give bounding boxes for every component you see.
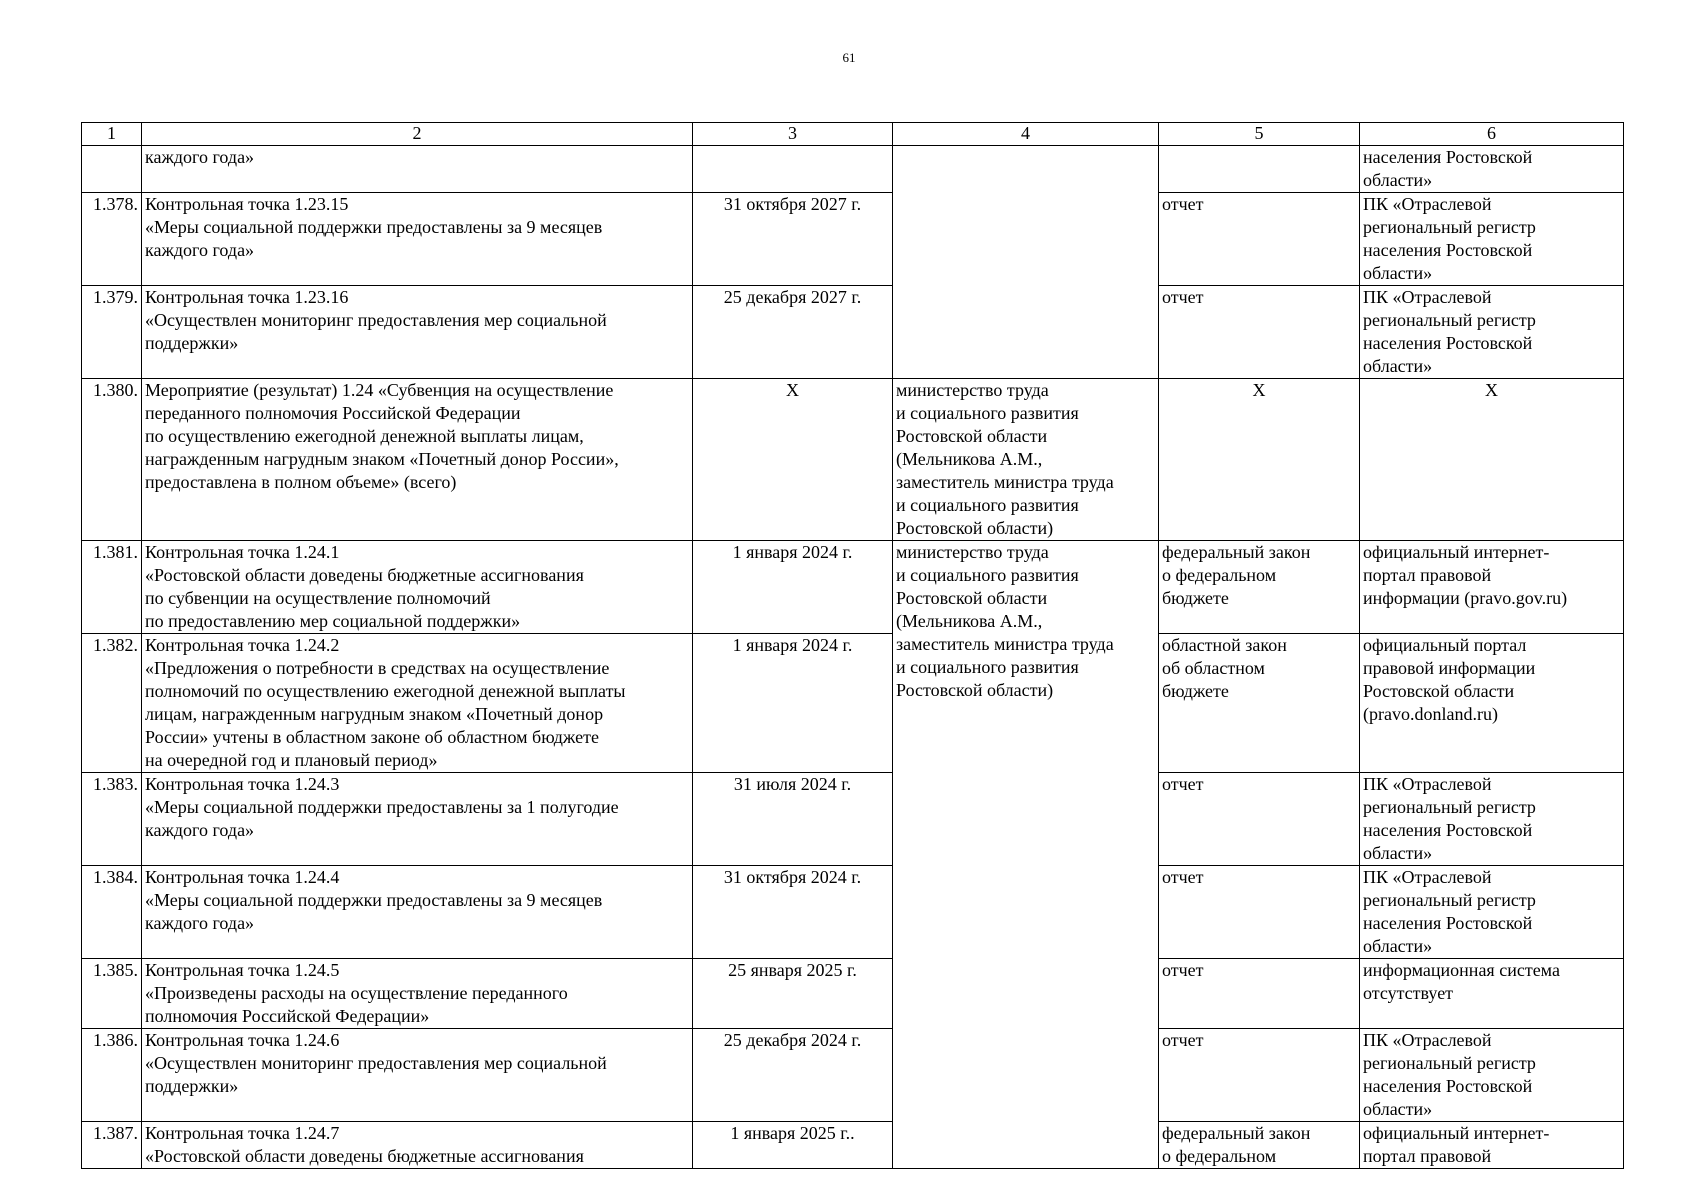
row-number: 1.380. (82, 379, 142, 541)
header-col-2: 2 (142, 123, 693, 146)
row-date: 1 января 2025 г.. (693, 1122, 893, 1169)
row-document: отчет (1159, 959, 1360, 1029)
table-row (82, 959, 1624, 1029)
row-description: Контрольная точка 1.23.15 «Меры социальной поддержки предоставлены за 9 месяцев каждого года» (142, 193, 693, 286)
plan-table (81, 122, 1624, 1169)
row-description: Контрольная точка 1.24.1 «Ростовской области доведены бюджетные ассигнования по субвенции на осуществление полномочий по предоставлению мер социальной поддержки» (142, 541, 693, 634)
header-row (82, 123, 1624, 146)
row-description: Контрольная точка 1.23.16 «Осуществлен мониторинг предоставления мер социальной поддержки» (142, 286, 693, 379)
responsible-cell: министерство труда и социального развития Ростовской области (Мельникова А.М., заместитель министра труда и социального развития Ростовской области) (893, 379, 1159, 541)
row-document: федеральный закон о федеральном (1159, 1122, 1360, 1169)
row-source: ПК «Отраслевой региональный регистр населения Ростовской области» (1360, 866, 1624, 959)
row-document: отчет (1159, 866, 1360, 959)
row-number: 1.379. (82, 286, 142, 379)
header-col-1: 1 (82, 123, 142, 146)
header-col-4: 4 (893, 123, 1159, 146)
row-description: Контрольная точка 1.24.2 «Предложения о потребности в средствах на осуществление полномочий по осуществлению ежегодной денежной выплаты лицам, награжденным нагрудным знаком «Почетный донор России» учтены в областном законе об областном бюджете на очередной год и плановый период» (142, 634, 693, 773)
row-document: федеральный закон о федеральном бюджете (1159, 541, 1360, 634)
page-number: 61 (842, 50, 856, 65)
row-description: Контрольная точка 1.24.3 «Меры социальной поддержки предоставлены за 1 полугодие каждого года» (142, 773, 693, 866)
row-source: ПК «Отраслевой региональный регистр населения Ростовской области» (1360, 286, 1624, 379)
row-number: 1.386. (82, 1029, 142, 1122)
table-row (82, 773, 1624, 866)
row-date: 31 октября 2024 г. (693, 866, 893, 959)
row-document: отчет (1159, 773, 1360, 866)
row-document: X (1159, 379, 1360, 541)
row-source: населения Ростовской области» (1360, 146, 1624, 193)
row-date (693, 146, 893, 193)
row-number: 1.382. (82, 634, 142, 773)
table-row (82, 541, 1624, 634)
row-number: 1.381. (82, 541, 142, 634)
row-source: официальный интернет- портал правовой информации (pravo.gov.ru) (1360, 541, 1624, 634)
row-number (82, 146, 142, 193)
header-col-3: 3 (693, 123, 893, 146)
row-date: 25 декабря 2027 г. (693, 286, 893, 379)
row-source: информационная система отсутствует (1360, 959, 1624, 1029)
responsible-cell (893, 146, 1159, 379)
responsible-cell: министерство труда и социального развития Ростовской области (Мельникова А.М., заместитель министра труда и социального развития Ростовской области) (893, 541, 1159, 1169)
row-date: 1 января 2024 г. (693, 634, 893, 773)
row-description: Мероприятие (результат) 1.24 «Субвенция на осуществление переданного полномочия Российской Федерации по осуществлению ежегодной денежной выплаты лицам, награжденным нагрудным знаком «Почетный донор России», предоставлена в полном объеме» (всего) (142, 379, 693, 541)
row-date: 31 июля 2024 г. (693, 773, 893, 866)
row-description: каждого года» (142, 146, 693, 193)
row-source: ПК «Отраслевой региональный регистр населения Ростовской области» (1360, 773, 1624, 866)
row-date: 31 октября 2027 г. (693, 193, 893, 286)
table-row (82, 379, 1624, 541)
table-row (82, 1122, 1624, 1169)
row-description: Контрольная точка 1.24.6 «Осуществлен мониторинг предоставления мер социальной поддержки» (142, 1029, 693, 1122)
row-description: Контрольная точка 1.24.7 «Ростовской области доведены бюджетные ассигнования (142, 1122, 693, 1169)
row-date: X (693, 379, 893, 541)
row-number: 1.383. (82, 773, 142, 866)
row-description: Контрольная точка 1.24.5 «Произведены расходы на осуществление переданного полномочия Российской Федерации» (142, 959, 693, 1029)
row-number: 1.387. (82, 1122, 142, 1169)
row-source: официальный портал правовой информации Ростовской области (pravo.donland.ru) (1360, 634, 1624, 773)
table-row (82, 146, 1624, 193)
header-col-6: 6 (1360, 123, 1624, 146)
row-document: отчет (1159, 193, 1360, 286)
row-date: 1 января 2024 г. (693, 541, 893, 634)
row-source: ПК «Отраслевой региональный регистр населения Ростовской области» (1360, 193, 1624, 286)
row-document: отчет (1159, 1029, 1360, 1122)
row-number: 1.384. (82, 866, 142, 959)
row-source: официальный интернет- портал правовой (1360, 1122, 1624, 1169)
table-row (82, 1029, 1624, 1122)
row-number: 1.378. (82, 193, 142, 286)
row-date: 25 декабря 2024 г. (693, 1029, 893, 1122)
table-row (82, 866, 1624, 959)
table-row (82, 193, 1624, 286)
row-document: областной закон об областном бюджете (1159, 634, 1360, 773)
row-document: отчет (1159, 286, 1360, 379)
header-col-5: 5 (1159, 123, 1360, 146)
row-document (1159, 146, 1360, 193)
row-source: X (1360, 379, 1624, 541)
row-description: Контрольная точка 1.24.4 «Меры социальной поддержки предоставлены за 9 месяцев каждого года» (142, 866, 693, 959)
row-source: ПК «Отраслевой региональный регистр населения Ростовской области» (1360, 1029, 1624, 1122)
table-row (82, 286, 1624, 379)
row-number: 1.385. (82, 959, 142, 1029)
row-date: 25 января 2025 г. (693, 959, 893, 1029)
table-row (82, 634, 1624, 773)
